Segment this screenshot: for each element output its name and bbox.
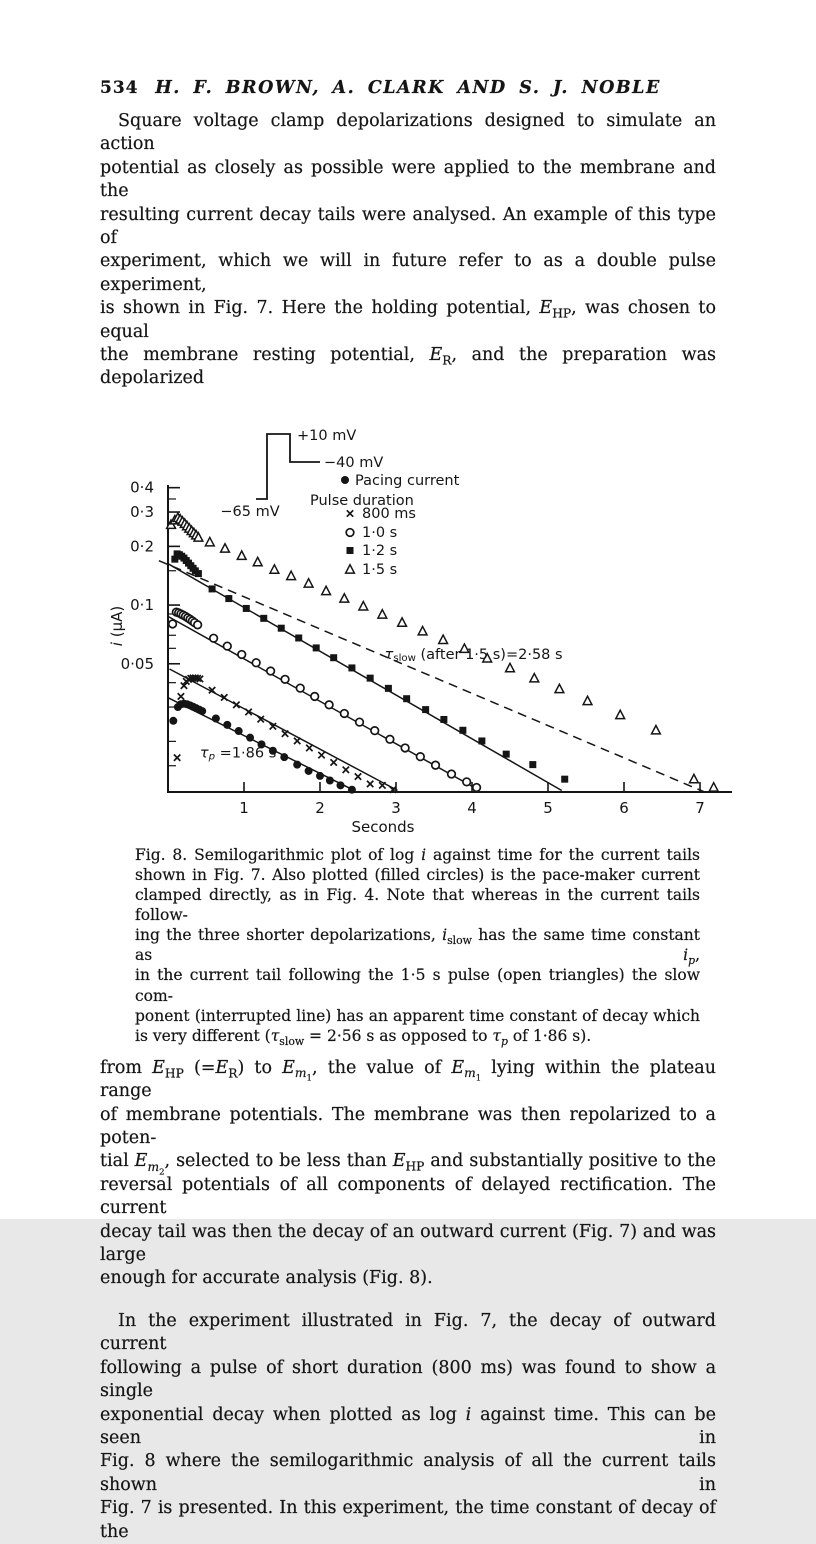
svg-text:−40 mV: −40 mV xyxy=(324,454,384,471)
text-line: decay tail was then the decay of an outward current (Fig. 7) and was large xyxy=(100,1221,716,1266)
paragraph-1 xyxy=(100,110,716,391)
svg-text:7: 7 xyxy=(695,798,705,817)
text-line: Fig. 8. Semilogarithmic plot of log i against time for the current tails xyxy=(135,845,700,864)
text-line: of membrane potentials. The membrane was then repolarized to a poten- xyxy=(100,1104,716,1149)
svg-text:1·5 s: 1·5 s xyxy=(362,561,398,578)
text-line: In the experiment illustrated in Fig. 7, the decay of outward current xyxy=(100,1310,716,1355)
svg-text:−65 mV: −65 mV xyxy=(220,503,280,520)
text-line: reversal potentials of all components of delayed rectification. The current xyxy=(100,1174,716,1219)
running-title: H. F. BROWN, A. CLARK AND S. J. NOBLE xyxy=(155,78,661,98)
text-line: Square voltage clamp depolarizations designed to simulate an action xyxy=(100,111,716,155)
text-line: is shown in Fig. 7. Here the holding potential, $E_{HP}$, was chosen to equal xyxy=(100,298,717,342)
svg-text:5: 5 xyxy=(543,798,553,817)
text-line: exponential decay when plotted as log i against time. This can be seen in xyxy=(100,1404,716,1448)
svg-text:i (μA): i (μA) xyxy=(108,605,126,647)
svg-text:1·0 s: 1·0 s xyxy=(362,524,398,541)
svg-text:0·2: 0·2 xyxy=(130,537,154,556)
text-line: tial $E_{m_2}$, selected to be less than $E_{HP}$ and substantially positive to the xyxy=(100,1151,716,1178)
page-number: 534 xyxy=(100,78,139,98)
svg-text:0·3: 0·3 xyxy=(130,502,154,521)
page-header xyxy=(100,78,716,102)
figure-caption xyxy=(135,845,700,1046)
svg-text:τp =1·86 s: τp =1·86 s xyxy=(199,745,277,763)
svg-text:Pulse duration: Pulse duration xyxy=(310,492,414,509)
svg-text:0·1: 0·1 xyxy=(130,595,154,614)
text-line: clamped directly, as in Fig. 4. Note that whereas in the current tails follow- xyxy=(135,886,700,925)
svg-text:Pacing current: Pacing current xyxy=(355,472,460,489)
text-line: experiment, which we will in future refer to as a double pulse experiment, xyxy=(100,251,716,295)
svg-text:3: 3 xyxy=(391,798,401,817)
text-line: following a pulse of short duration (800 ms) was found to show a single xyxy=(100,1357,716,1402)
paragraph-3 xyxy=(100,1310,716,1544)
text-line: potential as closely as possible were applied to the membrane and the xyxy=(100,157,716,202)
paragraph-2 xyxy=(100,1057,716,1291)
svg-text:4: 4 xyxy=(467,798,477,817)
svg-text:0·4: 0·4 xyxy=(130,478,154,497)
text-line: the membrane resting potential, $E_R$, and the preparation was depolarized xyxy=(100,345,716,389)
text-line: Fig. 8 where the semilogarithmic analysis of all the current tails shown in xyxy=(100,1451,716,1495)
figure-8 xyxy=(92,413,716,843)
svg-text:800 ms: 800 ms xyxy=(362,505,416,522)
text-line: in the current tail following the 1·5 s pulse (open triangles) the slow com- xyxy=(135,966,700,1005)
text-line: enough for accurate analysis (Fig. 8). xyxy=(100,1268,433,1289)
svg-text:2: 2 xyxy=(315,798,325,817)
text-line: is very different ($\tau_{slow} = 2\cdot 56$ s as opposed to $\tau_p$ of 1·86 s). xyxy=(135,1026,592,1048)
svg-text:τslow (after 1·5 s)=2·58 s: τslow (after 1·5 s)=2·58 s xyxy=(384,646,563,664)
svg-text:1: 1 xyxy=(239,798,249,817)
text-line: resulting current decay tails were analysed. An example of this type of xyxy=(100,204,716,249)
svg-text:Seconds: Seconds xyxy=(351,817,415,836)
svg-text:6: 6 xyxy=(619,798,629,817)
svg-text:0·05: 0·05 xyxy=(120,654,154,673)
figure-chart xyxy=(92,413,740,843)
svg-text:+10 mV: +10 mV xyxy=(297,427,357,444)
text-line: from $E_{HP}$ $(=E_R)$ to $E_{m_1}$, the value of $E_{m_1}$ lying within the plateau range xyxy=(100,1057,716,1102)
text-line: ing the three shorter depolarizations, $i_{slow}$ has the same time constant as $i_p$, xyxy=(135,926,700,968)
text-line: ponent (interrupted line) has an apparent time constant of decay which xyxy=(135,1006,700,1025)
text-line: Fig. 7 is presented. In this experiment, the time constant of decay of the xyxy=(100,1498,716,1542)
svg-text:1·2 s: 1·2 s xyxy=(362,542,398,559)
text-line: shown in Fig. 7. Also plotted (filled circles) is the pace-maker current xyxy=(135,865,700,884)
